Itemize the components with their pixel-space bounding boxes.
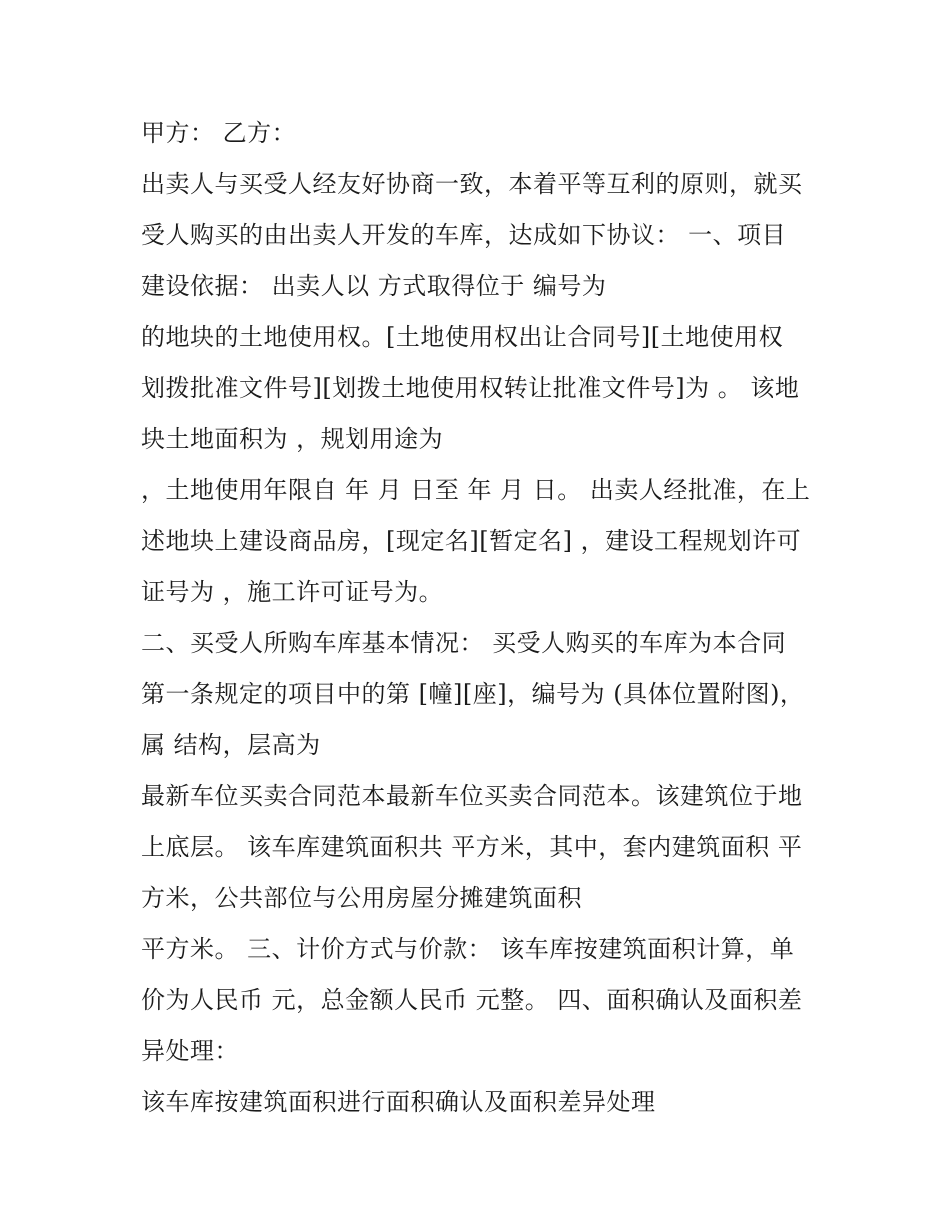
- text-line: 上底层。 该车库建筑面积共 平方米，其中，套内建筑面积 平: [141, 833, 803, 861]
- text-line: 异处理：: [141, 1037, 239, 1065]
- text-line: 受人购买的由出卖人开发的车库，达成如下协议： 一、项目: [141, 221, 787, 249]
- text-line: 该车库按建筑面积进行面积确认及面积差异处理: [141, 1088, 656, 1116]
- text-line: 块土地面积为 ，规划用途为: [141, 425, 444, 453]
- text-line: 第一条规定的项目中的第 [幢][座]，编号为 (具体位置附图)，: [141, 680, 805, 708]
- text-line: 述地块上建设商品房，[现定名][暂定名] ，建设工程规划许可: [141, 527, 802, 555]
- text-line: 方米，公共部位与公用房屋分摊建筑面积: [141, 884, 582, 912]
- text-line: 甲方： 乙方：: [141, 119, 297, 147]
- text-line: 二、买受人所购车库基本情况： 买受人购买的车库为本合同: [141, 629, 787, 657]
- text-line: 价为人民币 元，总金额人民币 元整。 四、面积确认及面积差: [141, 986, 803, 1014]
- text-line: 平方米。 三、计价方式与价款： 该车库按建筑面积计算，单: [141, 935, 795, 963]
- text-line: 证号为 ，施工许可证号为。: [141, 578, 444, 606]
- text-line: 的地块的土地使用权。[土地使用权出让合同号][土地使用权: [141, 323, 784, 351]
- text-line: 属 结构，层高为: [141, 731, 321, 759]
- text-line: 出卖人与买受人经友好协商一致，本着平等互利的原则，就买: [141, 170, 803, 198]
- contract-text-body: [141, 108, 821, 1128]
- text-line: 最新车位买卖合同范本最新车位买卖合同范本。该建筑位于地: [141, 782, 803, 810]
- text-line: ，土地使用年限自 年 月 日至 年 月 日。 出卖人经批准，在上: [141, 476, 811, 504]
- text-line: 划拨批准文件号][划拨土地使用权转让批准文件号]为 。 该地: [141, 374, 800, 402]
- text-line: 建设依据： 出卖人以 方式取得位于 编号为: [141, 272, 607, 300]
